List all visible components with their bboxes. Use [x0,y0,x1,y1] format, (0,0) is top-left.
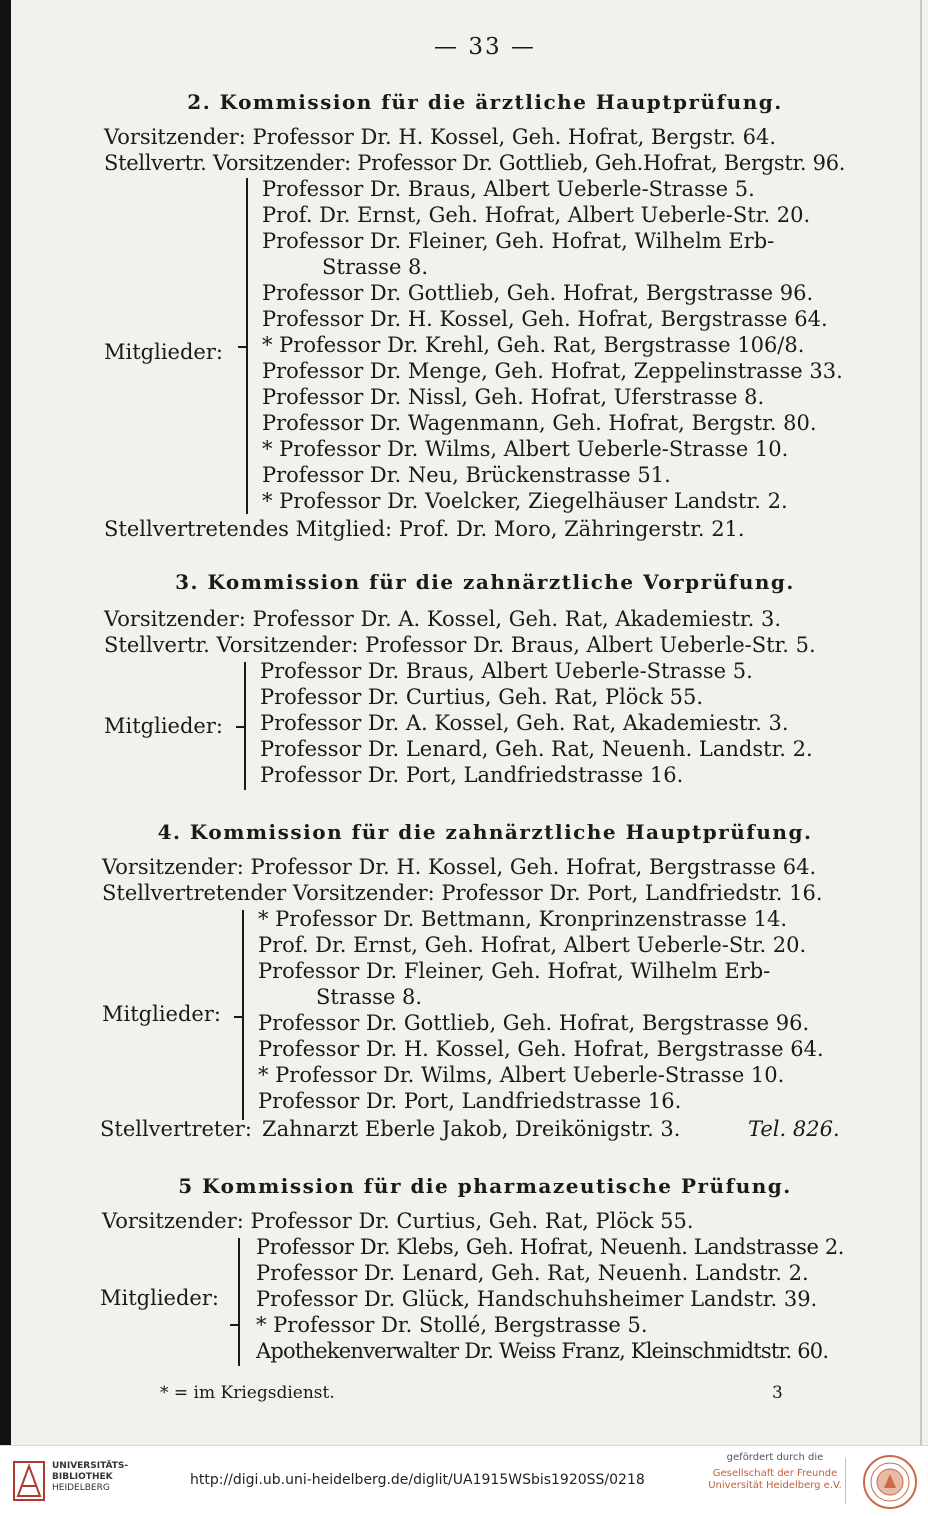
section-5-chair: Vorsitzender: Professor Dr. Curtius, Geh. Rat, Plöck 55. [102,1209,694,1233]
library-name-line: HEIDELBERG [52,1483,110,1493]
sponsor-name-line: Universität Heidelberg e.V. [708,1480,842,1491]
permalink-url[interactable]: http://digi.ub.uni-heidelberg.de/diglit/UA1915WSbis1920SS/0218 [190,1472,645,1488]
section-4-deputy-tel: Tel. 826. [748,1117,840,1141]
member-line: Strasse 8. [316,985,423,1009]
scan-left-edge [0,0,11,1445]
section-2-brace [246,178,248,514]
sponsor-block [700,1452,850,1492]
member-line: Professor Dr. Glück, Handschuhsheimer Landstr. 39. [256,1287,818,1311]
section-3-members-label: Mitglieder: [104,714,223,738]
member-line: Professor Dr. Lenard, Geh. Rat, Neuenh. Landstr. 2. [260,737,813,761]
member-line: Professor Dr. Klebs, Geh. Hofrat, Neuenh. Landstrasse 2. [256,1235,845,1259]
member-line: Professor Dr. Neu, Brückenstrasse 51. [262,463,671,487]
member-line: * Professor Dr. Bettmann, Kronprinzenstrasse 14. [258,907,788,931]
member-line: Professor Dr. Braus, Albert Ueberle-Strasse 5. [260,659,753,683]
section-2-vice: Stellvertr. Vorsitzender: Professor Dr. Gottlieb, Geh.Hofrat, Bergstr. 96. [104,151,846,175]
university-library-logo[interactable] [12,1458,46,1504]
section-3-heading: 3. Kommission für die zahnärztliche Vorprüfung. [175,570,795,594]
section-3-chair: Vorsitzender: Professor Dr. A. Kossel, Geh. Rat, Akademiestr. 3. [104,607,782,631]
member-line: Professor Dr. Braus, Albert Ueberle-Strasse 5. [262,177,755,201]
member-line: Professor Dr. Curtius, Geh. Rat, Plöck 55. [260,685,704,709]
member-line: * Professor Dr. Stollé, Bergstrasse 5. [256,1313,648,1337]
section-3-vice: Stellvertr. Vorsitzender: Professor Dr. Braus, Albert Ueberle-Str. 5. [104,633,816,657]
member-line: * Professor Dr. Wilms, Albert Ueberle-Strasse 10. [262,437,789,461]
member-line: Professor Dr. Menge, Geh. Hofrat, Zeppelinstrasse 33. [262,359,843,383]
section-5-brace [238,1238,240,1366]
section-4-deputy-label: Stellvertreter: [100,1117,252,1141]
section-2-heading: 2. Kommission für die ärztliche Hauptprüfung. [187,90,783,114]
signature-mark: 3 [772,1383,783,1403]
member-line: Professor Dr. A. Kossel, Geh. Rat, Akademiestr. 3. [260,711,789,735]
member-line: Professor Dr. Port, Landfriedstrasse 16. [258,1089,682,1113]
member-line: Professor Dr. Fleiner, Geh. Hofrat, Wilhelm Erb- [258,959,771,983]
library-footer [0,1445,928,1516]
footer-divider [845,1458,846,1504]
member-line: Strasse 8. [322,255,429,279]
member-line: Professor Dr. H. Kossel, Geh. Hofrat, Bergstrasse 64. [262,307,828,331]
section-5-heading: 5 Kommission für die pharmazeutische Prüfung. [178,1174,792,1198]
section-3-brace [244,662,246,790]
section-5-members-label: Mitglieder: [100,1286,219,1310]
section-2-members-label: Mitglieder: [104,340,223,364]
member-line: Prof. Dr. Ernst, Geh. Hofrat, Albert Ueberle-Str. 20. [262,203,811,227]
member-line: Professor Dr. H. Kossel, Geh. Hofrat, Bergstrasse 64. [258,1037,824,1061]
scan-right-edge [920,0,922,1445]
section-4-heading: 4. Kommission für die zahnärztliche Hauptprüfung. [157,820,813,844]
footnote: * = im Kriegsdienst. [160,1383,335,1403]
member-line: Professor Dr. Gottlieb, Geh. Hofrat, Bergstrasse 96. [258,1011,810,1035]
section-2-deputy: Stellvertretendes Mitglied: Prof. Dr. Moro, Zähringerstr. 21. [104,517,745,541]
member-line: Prof. Dr. Ernst, Geh. Hofrat, Albert Ueberle-Str. 20. [258,933,807,957]
member-line: * Professor Dr. Krehl, Geh. Rat, Bergstrasse 106/8. [262,333,805,357]
member-line: Professor Dr. Gottlieb, Geh. Hofrat, Bergstrasse 96. [262,281,814,305]
library-name-line: UNIVERSITÄTS- [52,1461,129,1471]
member-line: Professor Dr. Nissl, Geh. Hofrat, Uferstrasse 8. [262,385,765,409]
sponsor-name-line: Gesellschaft der Freunde [712,1468,838,1479]
member-line: Professor Dr. Wagenmann, Geh. Hofrat, Bergstr. 80. [262,411,817,435]
member-line: Professor Dr. Port, Landfriedstrasse 16. [260,763,684,787]
library-name [52,1461,128,1494]
section-4-brace [242,910,244,1120]
section-4-members-label: Mitglieder: [102,1002,221,1026]
member-line: Apothekenverwalter Dr. Weiss Franz, Kleinschmidtstr. 60. [256,1339,829,1363]
university-seal-icon [862,1454,918,1510]
library-name-line: BIBLIOTHEK [52,1472,113,1482]
section-4-chair: Vorsitzender: Professor Dr. H. Kossel, Geh. Hofrat, Bergstrasse 64. [102,855,817,879]
page-number: — 33 — [434,34,536,60]
member-line: Professor Dr. Fleiner, Geh. Hofrat, Wilhelm Erb- [262,229,775,253]
section-4-vice: Stellvertretender Vorsitzender: Professor Dr. Port, Landfriedstr. 16. [102,881,823,905]
sponsor-caption: gefördert durch die [726,1452,824,1463]
section-4-deputy: Zahnarzt Eberle Jakob, Dreikönigstr. 3. [262,1117,681,1141]
member-line: * Professor Dr. Wilms, Albert Ueberle-Strasse 10. [258,1063,785,1087]
member-line: Professor Dr. Lenard, Geh. Rat, Neuenh. Landstr. 2. [256,1261,809,1285]
member-line: * Professor Dr. Voelcker, Ziegelhäuser Landstr. 2. [262,489,788,513]
section-2-chair: Vorsitzender: Professor Dr. H. Kossel, Geh. Hofrat, Bergstr. 64. [104,125,777,149]
sponsor-name[interactable] [700,1468,850,1492]
